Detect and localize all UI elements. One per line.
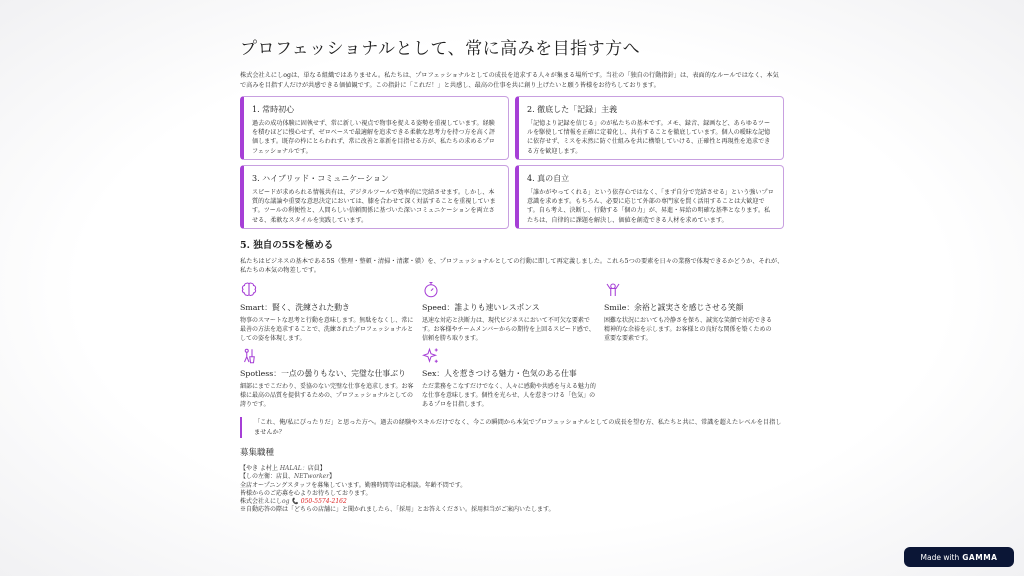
principle-card-4: [515, 165, 784, 229]
section-5s-title: 5. 独自の5Sを極める: [240, 240, 334, 251]
five-s-title: Speed：誰よりも速いレスポンス: [422, 303, 540, 312]
five-s-grid: [240, 281, 784, 409]
five-s-title: Smile：余裕と誠実さを感じさせる笑顔: [604, 303, 744, 312]
five-s-text: 迅速な対応と決断力は、現代ビジネスにおいて不可欠な要素です。お客様やチームメンバーからの期待を上回るスピード感で、信頼を勝ち取ります。: [422, 317, 595, 342]
recruit-title: 募集職種: [240, 448, 275, 458]
recruit-position-2: [240, 473, 784, 481]
stopwatch-icon: [422, 281, 440, 299]
five-s-text: 物事のスマートな思考と行動を意味します。無駄をなくし、常に最善の方法を追求することで、洗練されたプロフェッショナルとしての姿を体現します。: [240, 317, 414, 342]
principle-card-3: [240, 165, 509, 229]
five-s-title: Smart：賢く、洗練された動き: [240, 303, 350, 312]
principle-text: 「記憶より記録を信じる」のが私たちの基本です。メモ、録音、録画など、あらゆるツールを駆使して情報を正確に定着化し、共有することを徹底しています。個人の曖昧な記憶に依存せず、ミスを未然に防ぐ仕組みを共に構築していける、正確性と再現性を追求できる方を歓迎します。: [527, 120, 771, 155]
recruit-text: 】: [329, 473, 336, 481]
five-s-text: 細部にまでこだわり、妥協のない完璧な仕事を追求します。お客様に最高の品質を提供するための、プロフェッショナルとしての誇りです。: [240, 383, 414, 408]
recruit-note: ※自動応答の際は「どちらの店舗に」と聞かれましたら、「採用」とお答えください。採用担当がご案内いたします。: [240, 506, 555, 514]
five-s-item-smile: [604, 281, 784, 343]
five-s-item-speed: [422, 281, 604, 343]
brain-icon: [240, 281, 258, 299]
recruit-invitation: 皆様からのご応募を心よりお待ちしております。: [240, 489, 372, 497]
recruit-text: 店員】: [307, 465, 326, 472]
sparkle-icon: [422, 347, 440, 365]
principle-text: 「誰かがやってくれる」という依存心ではなく、「まず自分で完結させる」という強いプロ意識を求めます。もちろん、必要に応じて外部の専門家を賢く活用することは大歓迎です。自ら考え、決断し、行動する「個の力」が、昇進・昇給の明確な基準となります。私たちは、自律的に課題を解決し、価値を創造できる人材を求めています。: [527, 189, 774, 224]
principle-card-1: [240, 96, 509, 160]
section-5s-intro: 私たちはビジネスの基本である5S（整理・整頓・清掃・清潔・躾）を、プロフェッショナルとしての行動に即して再定義しました。これら5つの要素を日々の業務で体現できるかどうか、それが、私たちの本気の物差しです。: [240, 258, 784, 274]
recruit-details: [240, 465, 784, 515]
recruit-description: 全店オープニングスタッフを募集しています。勤務時間等は応相談。年齢不問です。: [240, 481, 467, 489]
company-name-suffix: og: [282, 498, 290, 506]
five-s-text: 困難な状況においても冷静さを保ち、誠実な笑顔で対応できる精神的な余裕を示します。お客様との良好な関係を築くための重要な要素です。: [604, 317, 773, 342]
principles-grid: [240, 96, 784, 229]
five-s-item-smart: [240, 281, 422, 343]
document-page: [240, 34, 784, 515]
five-s-title: Sex：人を惹きつける魅力・色気のある仕事: [422, 369, 577, 378]
principle-card-2: [515, 96, 784, 160]
page-title: プロフェッショナルとして、常に高みを目指す方へ: [240, 39, 641, 59]
five-s-text: ただ業務をこなすだけでなく、人々に感動や共感を与える魅力的な仕事を意味します。個性を光らせ、人を惹きつける「色気」のあるプロを目指します。: [422, 383, 596, 408]
made-with-gamma-badge[interactable]: [904, 547, 1014, 567]
five-s-title: Spotless：一点の曇りもない、完璧な仕事ぶり: [240, 369, 406, 378]
badge-brand-text: GAMMA: [962, 552, 998, 562]
smile-person-icon: [604, 281, 622, 299]
principle-title: 2. 徹底した「記録」主義: [527, 105, 618, 114]
principle-title: 4. 真の自立: [527, 174, 570, 183]
cleaning-icon: [240, 347, 258, 365]
five-s-item-sex: [422, 347, 604, 409]
principle-title: 1. 常時初心: [252, 105, 295, 114]
company-name: 株式会社えにし: [240, 498, 283, 506]
phone-number[interactable]: 📞 050-5574-2162: [291, 498, 347, 506]
five-s-item-spotless: [240, 347, 422, 409]
recruit-text: 【しの左衛：店員、: [240, 473, 295, 481]
intro-paragraph: 株式会社えにしogは、単なる組織ではありません。私たちは、プロフェッショナルとしての成長を追求する人々が集まる場所です。当社の「独自の行動指針」は、表面的なルールではなく、本気で高みを目指す人だけが共感できる価値観です。この指針に「これだ！」と共感し、最高の仕事を共に創り上げたいと願う皆様をお待ちしております。: [240, 72, 779, 89]
closing-quote: 「これ、俺/私にぴったりだ」と思った方へ。過去の経験やスキルだけでなく、今この瞬間から本気でプロフェッショナルとしての成長を望む方、私たちと共に、常識を超えたレベルを目指しませんか？: [240, 417, 784, 438]
recruit-emphasis: HALAL：: [279, 465, 308, 472]
recruit-text: 【やき よ村上: [240, 465, 280, 472]
principle-text: 過去の成功体験に固執せず、常に新しい視点で物事を捉える姿勢を重視しています。経験を積むほどに慢心せず、ゼロベースで最適解を追求できる柔軟な思考力を持つ方を高く評価します。既存の枠にとらわれず、常に改善と革新を目指せる方が、私たちの求めるプロフェッショナルです。: [252, 120, 495, 155]
principle-text: スピードが求められる情報共有は、デジタルツールで効率的に完結させます。しかし、本質的な議論や重要な意思決定においては、膝を合わせて深く対話することを重視しています。ツールの利便性と、人間らしい信頼関係に基づいた深いコミュニケーションを両立させる、柔軟なスタイルを実践しています。: [252, 189, 496, 224]
principle-title: 3. ハイブリッド・コミュニケーション: [252, 174, 389, 183]
badge-made-with-text: Made with: [920, 552, 960, 562]
recruit-emphasis: NETworker: [294, 473, 330, 481]
